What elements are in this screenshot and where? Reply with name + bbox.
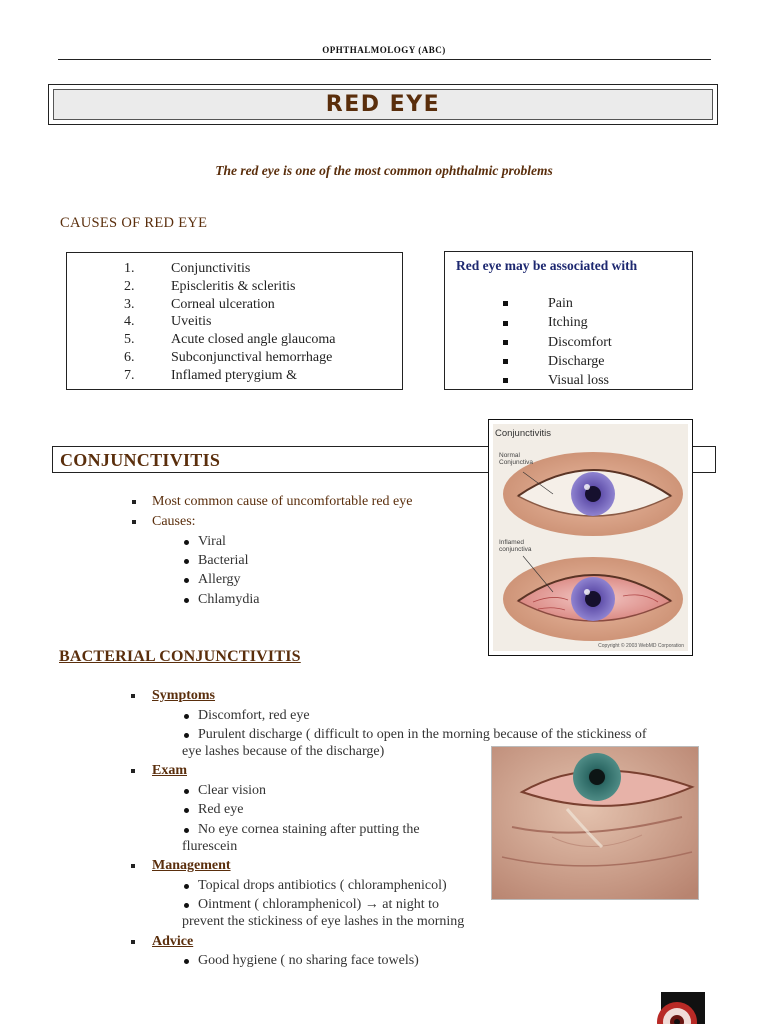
advice-label: Advice <box>152 934 193 950</box>
list-item: Chlamydia <box>198 592 259 608</box>
corner-logo <box>655 992 705 1024</box>
list-item-continuation: prevent the stickiness of eye lashes in the morning <box>182 914 465 929</box>
square-bullet-icon <box>503 321 508 326</box>
figure-caption: Conjunctivitis <box>495 428 551 439</box>
list-item: Pain <box>503 294 612 313</box>
list-item: Purulent discharge ( difficult to open in the morning because of the stickiness of <box>198 727 647 743</box>
list-item: 6. Subconjunctival hemorrhage <box>124 349 333 365</box>
list-item: Good hygiene ( no sharing face towels) <box>198 953 419 969</box>
list-item: Discharge <box>503 352 612 371</box>
list-item: Causes: <box>152 514 196 530</box>
associated-symptoms-box <box>444 251 693 390</box>
causes-list <box>124 260 335 385</box>
square-bullet-icon <box>503 378 508 383</box>
title-frame <box>48 84 718 125</box>
page-title: RED EYE <box>53 89 713 120</box>
figure-panel <box>493 424 688 651</box>
header-divider <box>58 59 711 60</box>
list-item: No eye cornea staining after putting the <box>198 822 420 838</box>
list-item: 5. Acute closed angle glaucoma <box>124 332 336 348</box>
conjunctivitis-title: CONJUNCTIVITIS <box>60 450 221 470</box>
list-item: 4. Uveitis <box>124 314 212 330</box>
list-item: Visual loss <box>503 371 612 390</box>
causes-list-box <box>66 252 403 390</box>
list-item: 3. Corneal ulceration <box>124 296 275 312</box>
list-item: Allergy <box>198 572 241 588</box>
eye-logo-icon <box>655 992 705 1024</box>
list-item-continuation: eye lashes because of the discharge) <box>182 744 385 759</box>
figure-label-inflamed: Inflamed conjunctiva <box>499 539 532 553</box>
document-header: OPHTHALMOLOGY (ABC) <box>322 45 446 55</box>
list-item: Topical drops antibiotics ( chloramphenicol) <box>198 878 447 894</box>
square-bullet-icon <box>503 340 508 345</box>
list-item: 7. Inflamed pterygium & <box>124 367 297 383</box>
eye-photo-illustration <box>492 747 699 900</box>
list-item: Bacterial <box>198 553 249 569</box>
square-bullet-icon <box>503 301 508 306</box>
figure-label-normal: Normal Conjunctiva <box>499 452 533 466</box>
symptoms-label: Symptoms <box>152 688 215 704</box>
square-bullet-icon <box>503 359 508 364</box>
list-item: Clear vision <box>198 783 266 799</box>
intro-text: The red eye is one of the most common ophthalmic problems <box>215 163 553 178</box>
list-item: Itching <box>503 313 612 332</box>
bacterial-heading: BACTERIAL CONJUNCTIVITIS <box>59 648 301 665</box>
management-label: Management <box>152 858 231 874</box>
figure-copyright: Copyright © 2003 WebMD Corporation <box>598 643 684 649</box>
list-item: Red eye <box>198 802 243 818</box>
bacterial-conjunctivitis-photo <box>491 746 699 900</box>
list-item: Ointment ( chloramphenicol) → at night to <box>198 897 439 913</box>
list-item-continuation: flurescein <box>182 839 238 854</box>
list-item: Discomfort <box>503 333 612 352</box>
associated-title: Red eye may be associated with <box>456 258 638 273</box>
list-item: Viral <box>198 534 226 550</box>
list-item: Discomfort, red eye <box>198 708 310 724</box>
list-item: 1. Conjunctivitis <box>124 261 251 276</box>
conjunctivitis-figure <box>488 419 693 656</box>
exam-label: Exam <box>152 763 187 779</box>
associated-list <box>503 294 612 390</box>
list-item: Most common cause of uncomfortable red eye <box>152 494 412 510</box>
causes-heading: CAUSES OF RED EYE <box>60 215 208 231</box>
list-item: 2. Episcleritis & scleritis <box>124 278 296 294</box>
